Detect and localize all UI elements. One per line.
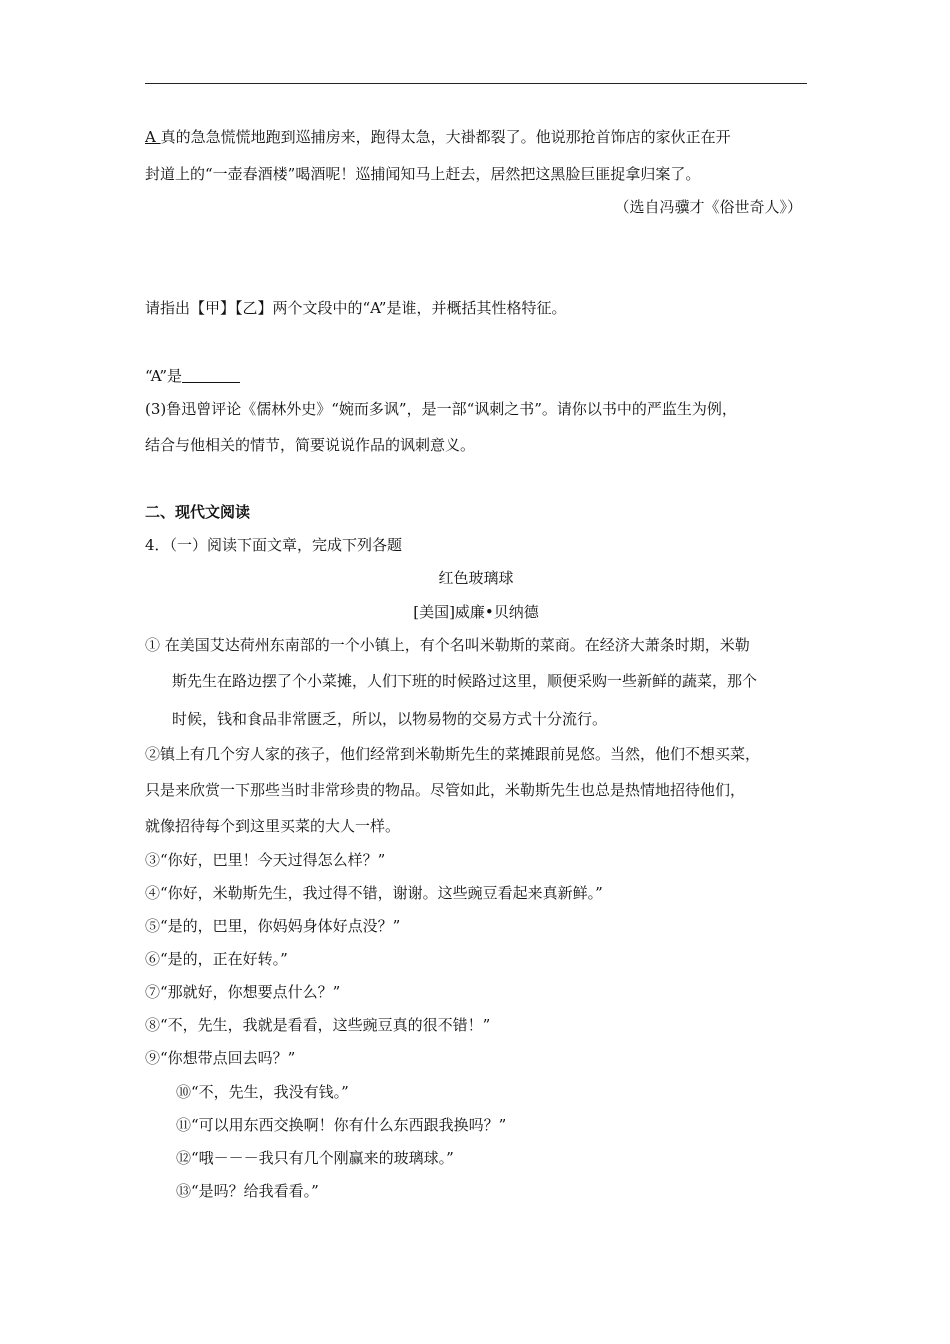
paragraph-2-line-2: 只是来欣赏一下那些当时非常珍贵的物品。尽管如此，米勒斯先生也总是热情地招待他们， bbox=[145, 781, 746, 799]
paragraph-10: ⑩“不，先生，我没有钱。” bbox=[176, 1083, 349, 1101]
paragraph-7: ⑦“那就好，你想要点什么？” bbox=[145, 983, 341, 1001]
passage-source: （选自冯骥才《俗世奇人》） bbox=[614, 198, 802, 216]
paragraph-13: ⑬“是吗？给我看看。” bbox=[176, 1182, 319, 1200]
paragraph-6: ⑥“是的，正在好转。” bbox=[145, 950, 288, 968]
paragraph-8: ⑧“不，先生，我就是看看，这些豌豆真的很不错！” bbox=[145, 1016, 491, 1034]
paragraph-3: ③“你好，巴里！今天过得怎么样？” bbox=[145, 851, 386, 869]
paragraph-1-line-1: ① 在美国艾达荷州东南部的一个小镇上，有个名叫米勒斯的菜商。在经济大萧条时期，米勒 bbox=[145, 636, 750, 654]
paragraph-1-line-2: 斯先生在路边摆了个小菜摊，人们下班的时候路过这里，顺便采购一些新鲜的蔬菜，那个 bbox=[172, 672, 758, 690]
paragraph-5: ⑤“是的，巴里，你妈妈身体好点没？” bbox=[145, 917, 401, 935]
question-4-intro: 4．（一）阅读下面文章，完成下列各题 bbox=[145, 536, 403, 554]
answer-blank[interactable] bbox=[182, 366, 240, 383]
paragraph-12: ⑫“哦－－－我只有几个刚赢来的玻璃球。” bbox=[176, 1149, 454, 1167]
answer-a-underlined: A bbox=[145, 128, 161, 146]
question-2-answer bbox=[145, 366, 240, 386]
paragraph-9: ⑨“你想带点回去吗？” bbox=[145, 1049, 296, 1067]
answer-label: “A”是 bbox=[145, 367, 183, 385]
paragraph-1-line-3: 时候，钱和食品非常匮乏，所以，以物易物的交易方式十分流行。 bbox=[172, 710, 608, 728]
question-3-line-2: 结合与他相关的情节，简要说说作品的讽刺意义。 bbox=[145, 436, 476, 454]
paragraph-4: ④“你好，米勒斯先生，我过得不错，谢谢。这些豌豆看起来真新鲜。” bbox=[145, 884, 603, 902]
section-heading: 二、现代文阅读 bbox=[145, 503, 251, 521]
article-author: [美国]威廉•贝纳德 bbox=[413, 603, 539, 621]
question-3-line-1: (3)鲁迅曾评论《儒林外史》“婉而多讽”，是一部“讽刺之书”。请你以书中的严监生为例， bbox=[145, 400, 737, 418]
paragraph-2-line-1: ②镇上有几个穷人家的孩子，他们经常到米勒斯先生的菜摊跟前晃悠。当然，他们不想买菜， bbox=[145, 745, 761, 763]
paragraph-11: ⑪“可以用东西交换啊！你有什么东西跟我换吗？” bbox=[176, 1116, 507, 1134]
passage-line-1-text: 真的急急慌慌地跑到巡捕房来，跑得太急，大褂都裂了。他说那抢首饰店的家伙正在开 bbox=[160, 128, 731, 146]
paragraph-2-line-3: 就像招待每个到这里买菜的大人一样。 bbox=[145, 817, 401, 835]
header-rule bbox=[145, 83, 807, 84]
article-title: 红色玻璃球 bbox=[438, 569, 514, 587]
question-2-prompt: 请指出【甲】【乙】两个文段中的“A”是谁，并概括其性格特征。 bbox=[145, 299, 567, 317]
passage-line-1 bbox=[145, 127, 731, 147]
passage-line-2: 封道上的“一壶春酒楼”喝酒呢！巡捕闻知马上赶去，居然把这黑脸巨匪捉拿归案了。 bbox=[145, 165, 701, 183]
